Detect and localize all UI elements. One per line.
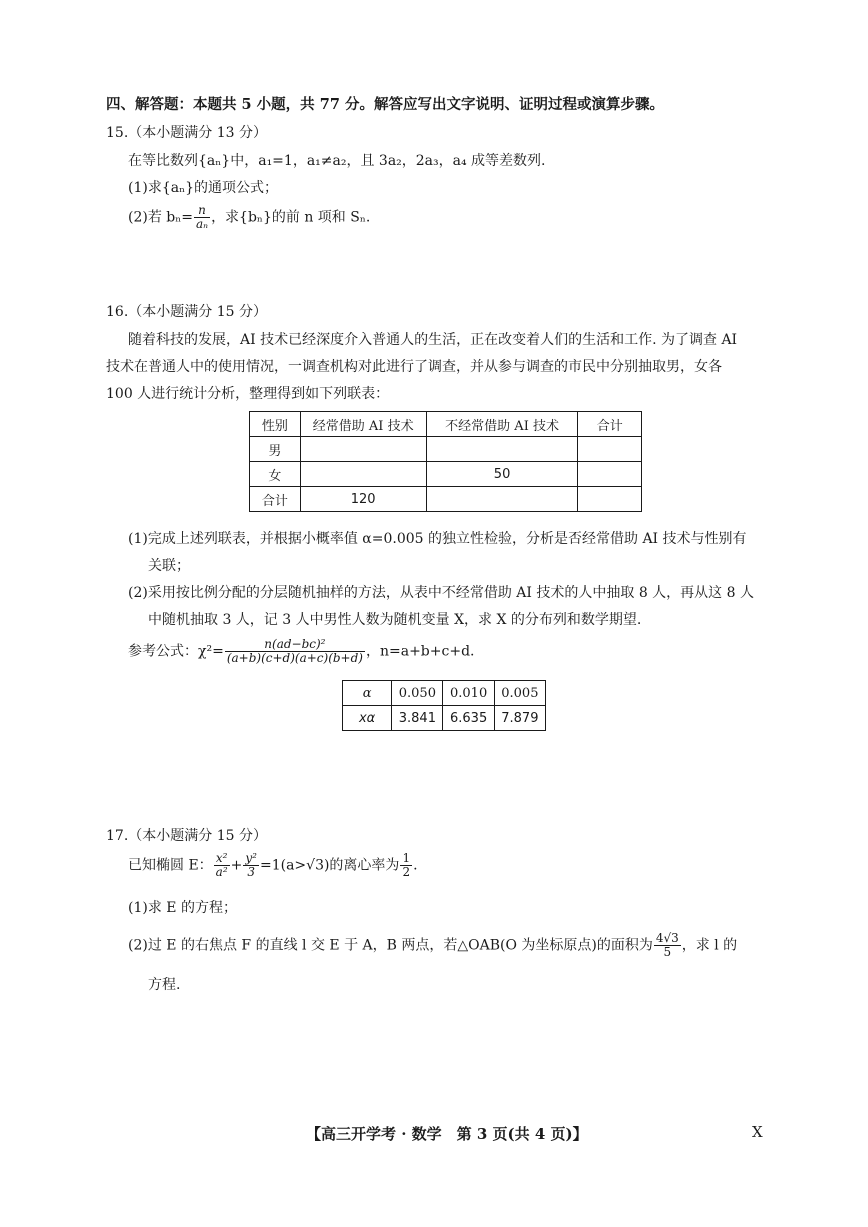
q17-part2-line2: 方程. <box>148 977 181 993</box>
formula-label: 参考公式：χ²= <box>128 643 224 660</box>
page-footer: 【高三开学考 · 数学 第 3 页(共 4 页)】 <box>306 1125 588 1143</box>
q16-part1-line2: 关联； <box>148 558 190 574</box>
critical-value-table <box>342 680 546 731</box>
table-header-row <box>250 412 642 437</box>
table-cell: 7.879 <box>494 706 545 731</box>
formula-den: (a+b)(c+d)(a+c)(b+d) <box>226 651 363 666</box>
q16-stem-line1: 随着科技的发展，AI 技术已经深度介入普通人的生活，正在改变着人们的生活和工作. 为了调查 AI <box>128 332 738 348</box>
table-header-cell: 性别 <box>250 412 301 437</box>
q15-part2-pre: (2)若 bₙ= <box>128 209 194 226</box>
plus-sign: + <box>230 857 243 874</box>
q16-stem-line2: 技术在普通人中的使用情况，一调查机构对此进行了调查，并从参与调查的市民中分别抽取男，女各 <box>106 359 722 375</box>
q17-stem-end: . <box>413 857 418 874</box>
frac-num: 1 <box>402 851 411 865</box>
table-cell <box>578 437 642 462</box>
table-cell: 合计 <box>250 487 301 512</box>
frac-den: 5 <box>663 945 672 960</box>
q15-stem: 在等比数列{aₙ}中，a₁=1，a₁≠a₂，且 3a₂，2a₃，a₄ 成等差数列. <box>128 153 546 169</box>
table-cell <box>426 487 578 512</box>
q16-formula <box>128 638 474 665</box>
frac-den: 3 <box>247 865 255 880</box>
table-cell: 120 <box>300 487 426 512</box>
q17-part2-post: ，求 l 的 <box>681 937 738 954</box>
q17-frac-y <box>243 852 259 879</box>
q16-part2-line1: (2)采用按比例分配的分层随机抽样的方法，从表中不经常借助 AI 技术的人中抽取 8 人，再从这 8 人 <box>128 585 754 601</box>
table-cell: 0.005 <box>494 681 545 706</box>
q16-part1-line1: (1)完成上述列联表，并根据小概率值 α=0.005 的独立性检验，分析是否经常借助 AI 技术与性别有 <box>128 531 747 547</box>
q15-frac-den: aₙ <box>196 217 209 232</box>
q15-part1: (1)求{aₙ}的通项公式； <box>128 180 279 196</box>
table-cell: α <box>343 681 392 706</box>
q17-frac-x <box>214 852 230 879</box>
formula-num: n(ad−bc)² <box>225 638 365 652</box>
table-cell <box>578 462 642 487</box>
table-cell: 0.010 <box>443 681 494 706</box>
q17-frac-half <box>400 852 412 879</box>
frac-den: 2 <box>402 865 411 880</box>
table-cell: 女 <box>250 462 301 487</box>
table-cell <box>300 462 426 487</box>
q17-area-fraction <box>654 932 681 959</box>
q17-part2 <box>128 932 737 959</box>
table-row <box>343 706 546 731</box>
frac-num: y² <box>245 851 257 865</box>
table-cell <box>300 437 426 462</box>
table-cell: 0.050 <box>392 681 443 706</box>
table-header-cell: 经常借助 AI 技术 <box>300 412 426 437</box>
table-header-cell: 不经常借助 AI 技术 <box>426 412 578 437</box>
table-cell <box>426 437 578 462</box>
q16-part2-line2: 中随机抽取 3 人，记 3 人中男性人数为随机变量 X，求 X 的分布列和数学期望. <box>148 612 642 628</box>
table-row <box>250 487 642 512</box>
q17-stem-pre: 已知椭圆 E： <box>128 857 213 874</box>
q16-stem-line3: 100 人进行统计分析，整理得到如下列联表： <box>106 386 390 402</box>
q15-part2-post: ，求{bₙ}的前 n 项和 Sₙ. <box>211 209 371 226</box>
table-row <box>343 681 546 706</box>
table-cell: 3.841 <box>392 706 443 731</box>
q17-part1: (1)求 E 的方程； <box>128 900 237 916</box>
paper-version-mark: X <box>752 1123 763 1141</box>
q17-stem-mid: =1(a>√3)的离心率为 <box>259 857 400 874</box>
table-row <box>250 437 642 462</box>
table-row <box>250 462 642 487</box>
q17-number: 17.（本小题满分 15 分） <box>106 828 267 844</box>
contingency-table <box>249 411 642 512</box>
q17-stem <box>128 852 418 879</box>
q15-fraction <box>194 204 210 231</box>
q16-number: 16.（本小题满分 15 分） <box>106 304 267 320</box>
q17-part2-pre: (2)过 E 的右焦点 F 的直线 l 交 E 于 A，B 两点，若△OAB(O 为坐标原点)的面积为 <box>128 937 653 954</box>
formula-tail: ，n=a+b+c+d. <box>365 643 475 660</box>
q15-frac-num: n <box>194 204 210 218</box>
table-cell: 男 <box>250 437 301 462</box>
table-cell: xα <box>343 706 392 731</box>
frac-den: a² <box>215 865 228 880</box>
frac-num: 4√3 <box>655 931 679 945</box>
section-heading: 四、解答题：本题共 5 小题，共 77 分。解答应写出文字说明、证明过程或演算步骤。 <box>106 96 664 113</box>
frac-num: x² <box>214 852 230 866</box>
table-header-cell: 合计 <box>578 412 642 437</box>
q15-number: 15.（本小题满分 13 分） <box>106 125 267 141</box>
chi-square-fraction <box>225 638 365 665</box>
table-cell: 50 <box>426 462 578 487</box>
table-cell <box>578 487 642 512</box>
q15-part2 <box>128 204 370 231</box>
table-cell: 6.635 <box>443 706 494 731</box>
